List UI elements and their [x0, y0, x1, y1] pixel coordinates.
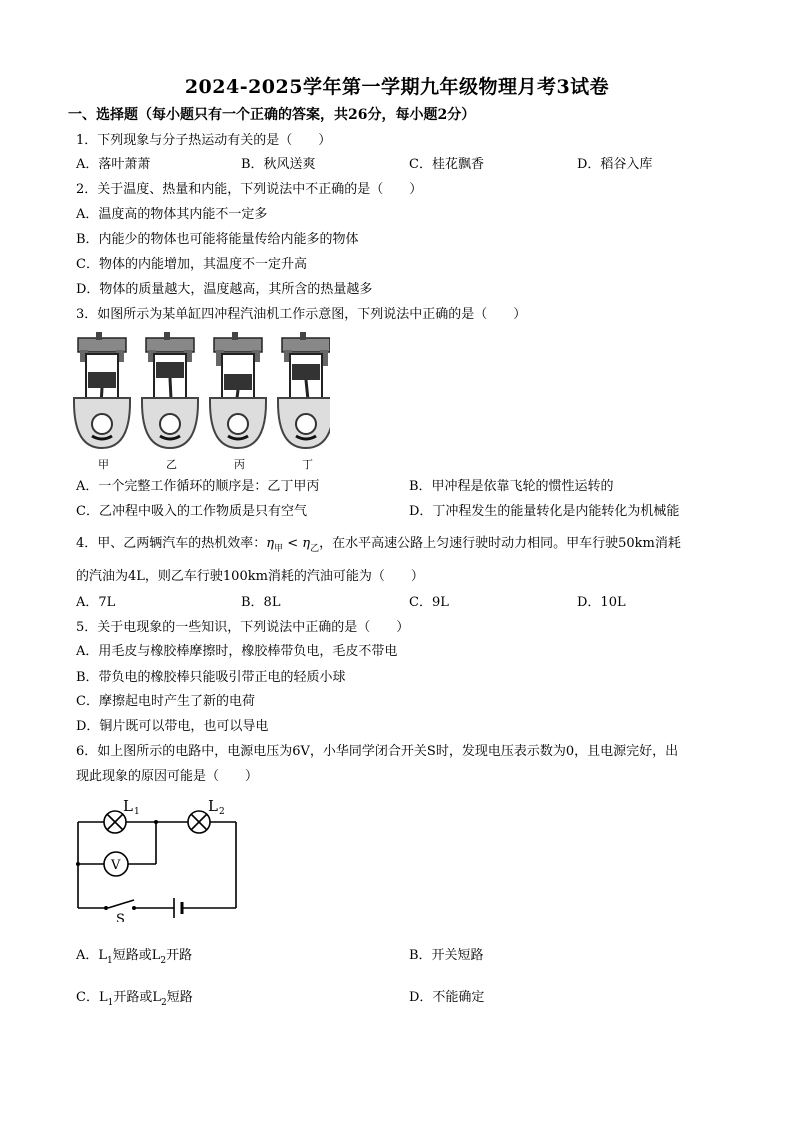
question-6-stem: 6．如上图所示的电路中，电源电压为6V，小华同学闭合开关S时，发现电压表示数为0，且电源完好，出 [76, 744, 679, 759]
q5-option-d[interactable]: D．铜片既可以带电，也可以导电 [76, 719, 269, 734]
eta-sub-yi: 乙 [310, 544, 320, 554]
label-l2-sub: 2 [219, 807, 225, 817]
q6a-pre: A．L [76, 948, 108, 963]
question-4-stem-line2: 的汽油为4L，则乙车行驶100km消耗的汽油可能为（ ） [76, 569, 424, 584]
q6c-post: 短路 [166, 990, 193, 1005]
q1-option-d[interactable]: D．稻谷入库 [577, 157, 653, 172]
q6a-sub1: 1 [107, 956, 113, 966]
q6c-sub2: 2 [160, 998, 167, 1008]
q1-option-b[interactable]: B．秋风送爽 [241, 157, 316, 172]
eta-sub-jia: 甲 [274, 544, 284, 554]
engine-diagram-jia [74, 332, 130, 448]
q2-option-b[interactable]: B．内能少的物体也可能将能量传给内能多的物体 [76, 232, 359, 247]
q4-option-d[interactable]: D．10L [577, 595, 626, 610]
q5-option-b[interactable]: B．带负电的橡胶棒只能吸引带正电的轻质小球 [76, 670, 346, 685]
q3-option-a[interactable]: A．一个完整工作循环的顺序是：乙丁甲丙 [76, 479, 320, 494]
q4-stem-post: ，在水平高速公路上匀速行驶时动力相同。甲车行驶50km消耗 [319, 536, 681, 551]
q3-option-b[interactable]: B．甲冲程是依靠飞轮的惯性运转的 [409, 479, 614, 494]
eta-symbol: η [266, 536, 275, 551]
q1-option-c[interactable]: C．桂花飘香 [409, 157, 484, 172]
engine-diagram-bing [210, 332, 266, 448]
question-2-stem: 2．关于温度、热量和内能，下列说法中不正确的是（ ） [76, 182, 423, 197]
q4-option-a[interactable]: A．7L [76, 595, 116, 610]
page-title: 2024-2025学年第一学期九年级物理月考3试卷 [184, 76, 610, 98]
q3-option-d[interactable]: D．丁冲程发生的能量转化是内能转化为机械能 [409, 504, 680, 519]
q6-option-d[interactable]: D．不能确定 [409, 990, 485, 1005]
section-heading: 一、选择题（每小题只有一个正确的答案，共26分，每小题2分） [68, 107, 476, 123]
q5-option-a[interactable]: A．用毛皮与橡胶棒摩擦时，橡胶棒带负电，毛皮不带电 [76, 644, 398, 659]
label-s: S [116, 912, 125, 922]
q6c-pre: C．L [76, 990, 108, 1005]
label-v: V [111, 858, 121, 873]
q6-option-a[interactable] [76, 948, 192, 965]
eta-symbol-2: η [302, 536, 311, 551]
label-l1-sub: 1 [134, 807, 140, 817]
q6c-mid: 开路或L [113, 990, 161, 1005]
engine-strokes-figure [70, 332, 330, 454]
question-5-stem: 5．关于电现象的一些知识，下列说法中正确的是（ ） [76, 620, 410, 635]
label-l1: L [123, 797, 133, 815]
q2-option-a[interactable]: A．温度高的物体其内能不一定多 [76, 207, 268, 222]
q4-stem-pre: 4．甲、乙两辆汽车的热机效率： [76, 536, 267, 551]
q6a-mid: 短路或L [112, 948, 161, 963]
q6-option-b[interactable]: B．开关短路 [409, 948, 484, 963]
less-than: < [283, 536, 303, 551]
q3-option-c[interactable]: C．乙冲程中吸入的工作物质是只有空气 [76, 504, 307, 519]
q1-option-a[interactable]: A．落叶萧萧 [76, 157, 151, 172]
circuit-diagram [70, 796, 250, 922]
engine-diagram-ding [278, 332, 330, 448]
q6a-post: 开路 [166, 948, 193, 963]
q6a-sub2: 2 [160, 956, 167, 966]
caption-jia: 甲 [98, 458, 109, 471]
q5-option-c[interactable]: C．摩擦起电时产生了新的电荷 [76, 694, 255, 709]
q6c-sub1: 1 [107, 998, 114, 1008]
label-l2: L [208, 797, 218, 815]
q4-option-c[interactable]: C．9L [409, 595, 449, 610]
engine-diagram-yi [142, 332, 198, 448]
question-6-stem-line2: 现此现象的原因可能是（ ） [76, 769, 259, 784]
question-4-stem [76, 536, 681, 553]
caption-bing: 丙 [234, 458, 245, 471]
switch-lever [108, 900, 134, 908]
q4-option-b[interactable]: B．8L [241, 595, 281, 610]
caption-ding: 丁 [302, 458, 313, 471]
q2-option-c[interactable]: C．物体的内能增加，其温度不一定升高 [76, 257, 307, 272]
q2-option-d[interactable]: D．物体的质量越大，温度越高，其所含的热量越多 [76, 282, 373, 297]
q6-option-c[interactable] [76, 990, 193, 1007]
question-1-stem: 1．下列现象与分子热运动有关的是（ ） [76, 133, 332, 148]
question-3-stem: 3．如图所示为某单缸四冲程汽油机工作示意图，下列说法中正确的是（ ） [76, 307, 527, 322]
caption-yi: 乙 [166, 458, 177, 471]
